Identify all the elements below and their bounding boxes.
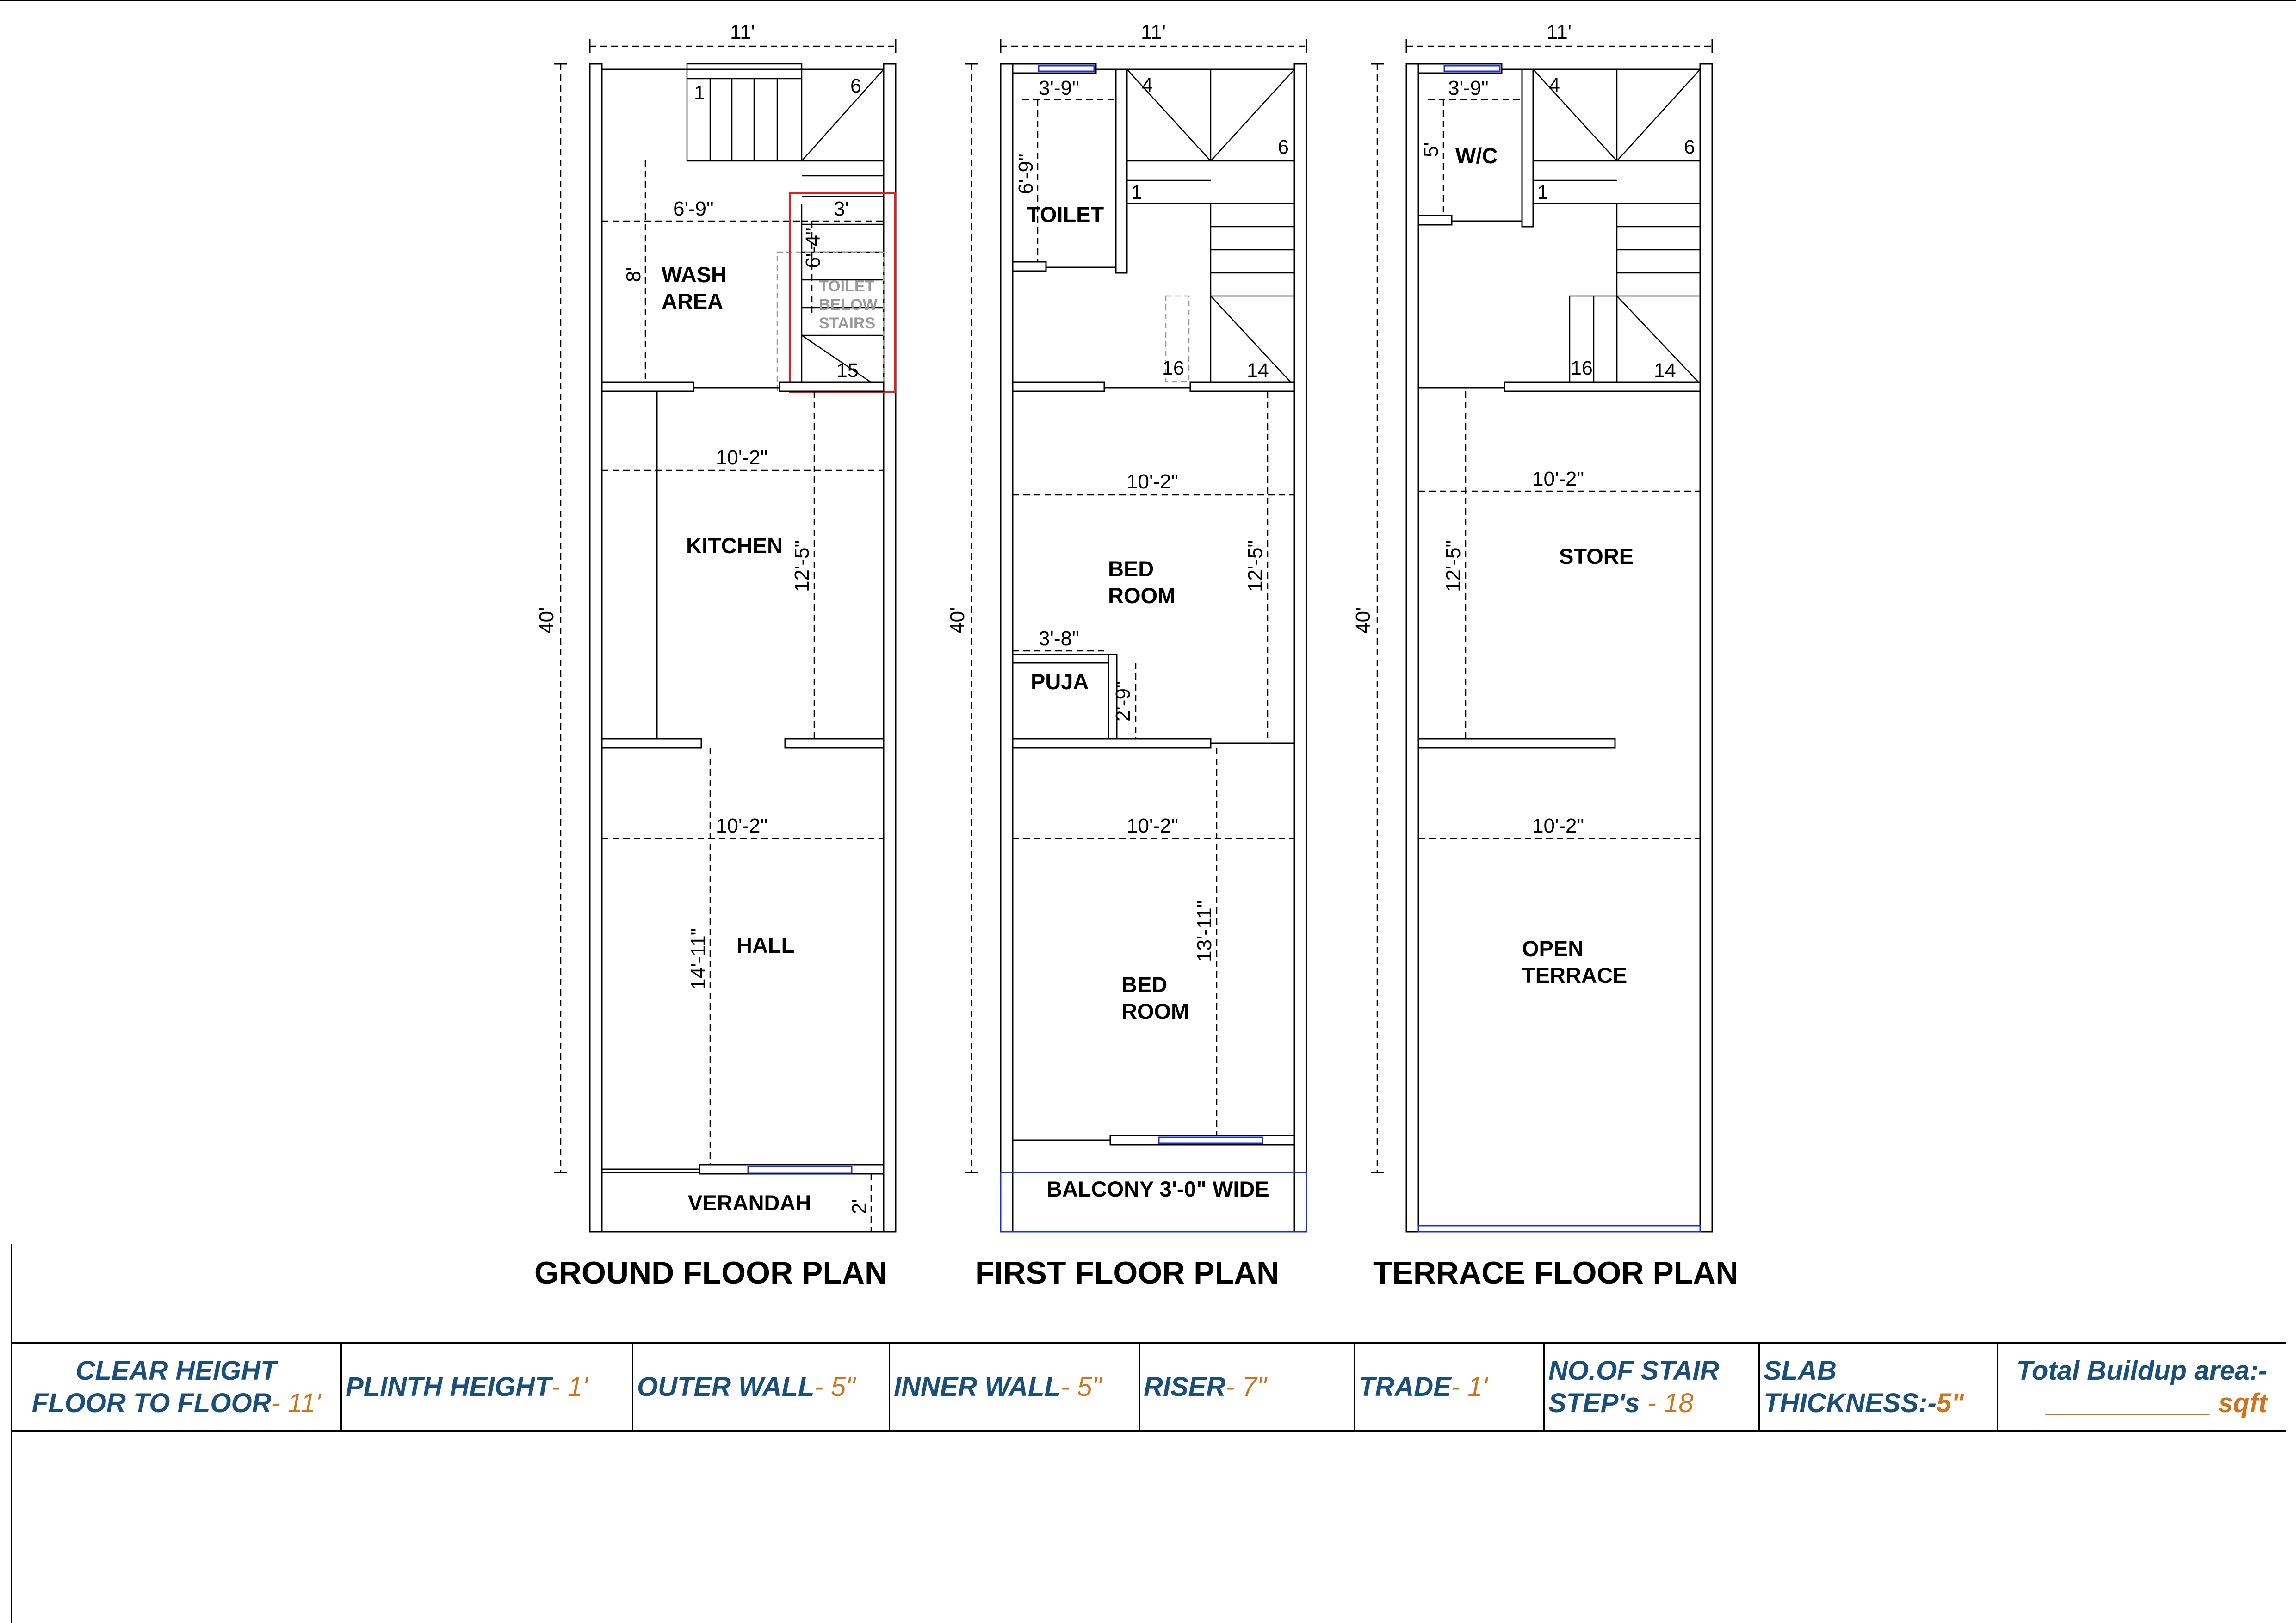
terrace-wc-label: W/C: [1455, 143, 1498, 168]
ground-step-6: 6: [850, 75, 861, 97]
ground-toilet-below-stairs-label: TOILET BELOW STAIRS: [819, 278, 878, 332]
ground-kitchen-height-dim: 12'-5": [791, 540, 813, 592]
terrace-wc-height-dim: 5': [1420, 142, 1442, 157]
ground-hall-height-dim: 14'-11": [687, 928, 710, 990]
first-step-14: 14: [1247, 359, 1269, 382]
ground-kitchen-label: KITCHEN: [686, 533, 783, 558]
first-puja-label: PUJA: [1031, 669, 1089, 694]
ground-wash-height-dim: 8': [622, 267, 645, 282]
spec-trade: [1354, 1344, 1543, 1430]
terrace-store-label: STORE: [1559, 544, 1634, 568]
terrace-front-railing: [1418, 1226, 1700, 1232]
spec-riser-label: RISER: [1144, 1371, 1226, 1402]
terrace-wc-width-dim: 3'-9": [1448, 77, 1489, 99]
first-bed1-width-dim: 10'-2": [1126, 470, 1179, 493]
spec-trade-label: TRADE: [1359, 1371, 1451, 1402]
ground-toilet-width-dim: 3': [834, 197, 849, 220]
ground-right-wall: [884, 64, 896, 1232]
spec-stair-steps-label: NO.OF STAIR STEP's: [1548, 1355, 1720, 1418]
ground-step-1: 1: [694, 82, 705, 104]
spec-clear-height-label: CLEAR HEIGHT FLOOR TO FLOOR: [31, 1355, 277, 1418]
ground-wall-wash-right: [780, 382, 884, 391]
spec-plinth-height-label: PLINTH HEIGHT: [346, 1371, 551, 1402]
first-puja-top-wall: [1013, 654, 1117, 663]
spec-slab-thickness-value: 5": [1936, 1388, 1964, 1418]
ground-kitchen-width-dim: 10'-2": [716, 446, 768, 469]
terrace-step-16: 16: [1571, 357, 1593, 379]
first-step-4: 4: [1142, 74, 1153, 96]
ground-wall-hall-left: [602, 739, 701, 748]
first-bed-room-1-label: BED ROOM: [1108, 556, 1176, 608]
terrace-store-height-dim: 12'-5": [1442, 540, 1465, 592]
spec-inner-wall: [889, 1344, 1139, 1430]
first-right-wall: [1294, 64, 1306, 1232]
ground-length-dim: 40': [535, 607, 558, 634]
spec-outer-wall: [632, 1344, 889, 1430]
terrace-width-dim: 11': [1547, 21, 1572, 43]
terrace-step-6: 6: [1684, 136, 1695, 158]
first-toilet-label: TOILET: [1027, 202, 1104, 227]
spec-stair-steps: [1543, 1344, 1758, 1430]
first-floor-title: FIRST FLOOR PLAN: [975, 1255, 1280, 1290]
spec-slab-thickness-label: SLAB THICKNESS:-: [1764, 1355, 1937, 1418]
first-toilet-width-dim: 3'-9": [1039, 77, 1079, 99]
first-balcony-label: BALCONY 3'-0" WIDE: [1046, 1177, 1269, 1201]
spec-riser: [1139, 1344, 1354, 1430]
first-length-dim: 40': [946, 607, 969, 634]
spec-total-area-label: Total Buildup area:-: [2016, 1355, 2268, 1386]
first-puja-height-dim: 2'-9": [1112, 681, 1134, 722]
spec-stair-steps-value: - 18: [1640, 1388, 1694, 1418]
spec-outer-wall-label: OUTER WALL: [637, 1371, 815, 1402]
ground-wash-area-label: WASH AREA: [662, 262, 727, 314]
first-toilet-wall: [1116, 69, 1127, 273]
spec-trade-value: - 1': [1451, 1371, 1488, 1402]
ground-hall-width-dim: 10'-2": [716, 815, 768, 837]
first-toilet-height-dim: 6'-9": [1015, 154, 1037, 194]
first-width-dim: 11': [1141, 21, 1166, 43]
ground-verandah-label: VERANDAH: [688, 1191, 811, 1215]
ground-toilet-height-dim: 6'-4": [802, 228, 824, 268]
terrace-open-width-dim: 10'-2": [1532, 815, 1584, 837]
terrace-step-4: 4: [1549, 74, 1560, 96]
ground-width-dim: 11': [730, 21, 755, 43]
spec-clear-height: [12, 1344, 340, 1430]
spec-inner-wall-value: - 5": [1060, 1371, 1102, 1402]
spec-slab-thickness: [1758, 1344, 1997, 1430]
spec-inner-wall-label: INNER WALL: [894, 1371, 1061, 1402]
spec-clear-height-value: - 11': [271, 1388, 321, 1418]
first-step-16: 16: [1162, 357, 1184, 379]
ground-verandah-dim: 2': [848, 1199, 871, 1214]
terrace-length-dim: 40': [1352, 607, 1374, 634]
first-bed-room-2-label: BED ROOM: [1121, 972, 1189, 1024]
ground-floor-title: GROUND FLOOR PLAN: [534, 1255, 888, 1290]
ground-step-15: 15: [836, 359, 859, 382]
first-floor-plan: [946, 21, 1306, 1290]
first-puja-width-dim: 3'-8": [1039, 627, 1079, 650]
first-bed1-height-dim: 12'-5": [1244, 540, 1267, 592]
terrace-step-14: 14: [1654, 359, 1676, 382]
spec-outer-wall-value: - 5": [814, 1371, 855, 1402]
spec-total-area-value: ___________ sqft: [2046, 1388, 2268, 1418]
ground-wash-width-dim: 6'-9": [673, 197, 714, 220]
terrace-store-width-dim: 10'-2": [1532, 468, 1584, 490]
first-step-1: 1: [1131, 181, 1142, 204]
ground-left-wall: [590, 64, 602, 1232]
first-step-6: 6: [1278, 136, 1289, 158]
first-bed2-width-dim: 10'-2": [1126, 815, 1179, 837]
terrace-floor-plan: [1352, 21, 1739, 1290]
spec-plinth-height-value: - 1': [551, 1371, 588, 1402]
terrace-floor-title: TERRACE FLOOR PLAN: [1373, 1255, 1739, 1290]
first-left-wall: [1001, 64, 1013, 1232]
spec-total-buildup-area: [1997, 1344, 2286, 1430]
spec-plinth-height: [340, 1344, 632, 1430]
terrace-open-label: OPEN TERRACE: [1522, 936, 1628, 987]
ground-wall-wash-left: [602, 382, 693, 391]
ground-stair-landing-diag: [802, 69, 884, 161]
ground-floor-plan: [534, 21, 896, 1290]
ground-wall-hall-right: [785, 739, 884, 748]
spec-riser-value: - 7": [1225, 1371, 1267, 1402]
terrace-step-1: 1: [1537, 181, 1548, 204]
ground-hall-label: HALL: [736, 933, 795, 957]
spec-table: [12, 1342, 2286, 1432]
first-bed2-height-dim: 13'-11": [1193, 900, 1216, 962]
